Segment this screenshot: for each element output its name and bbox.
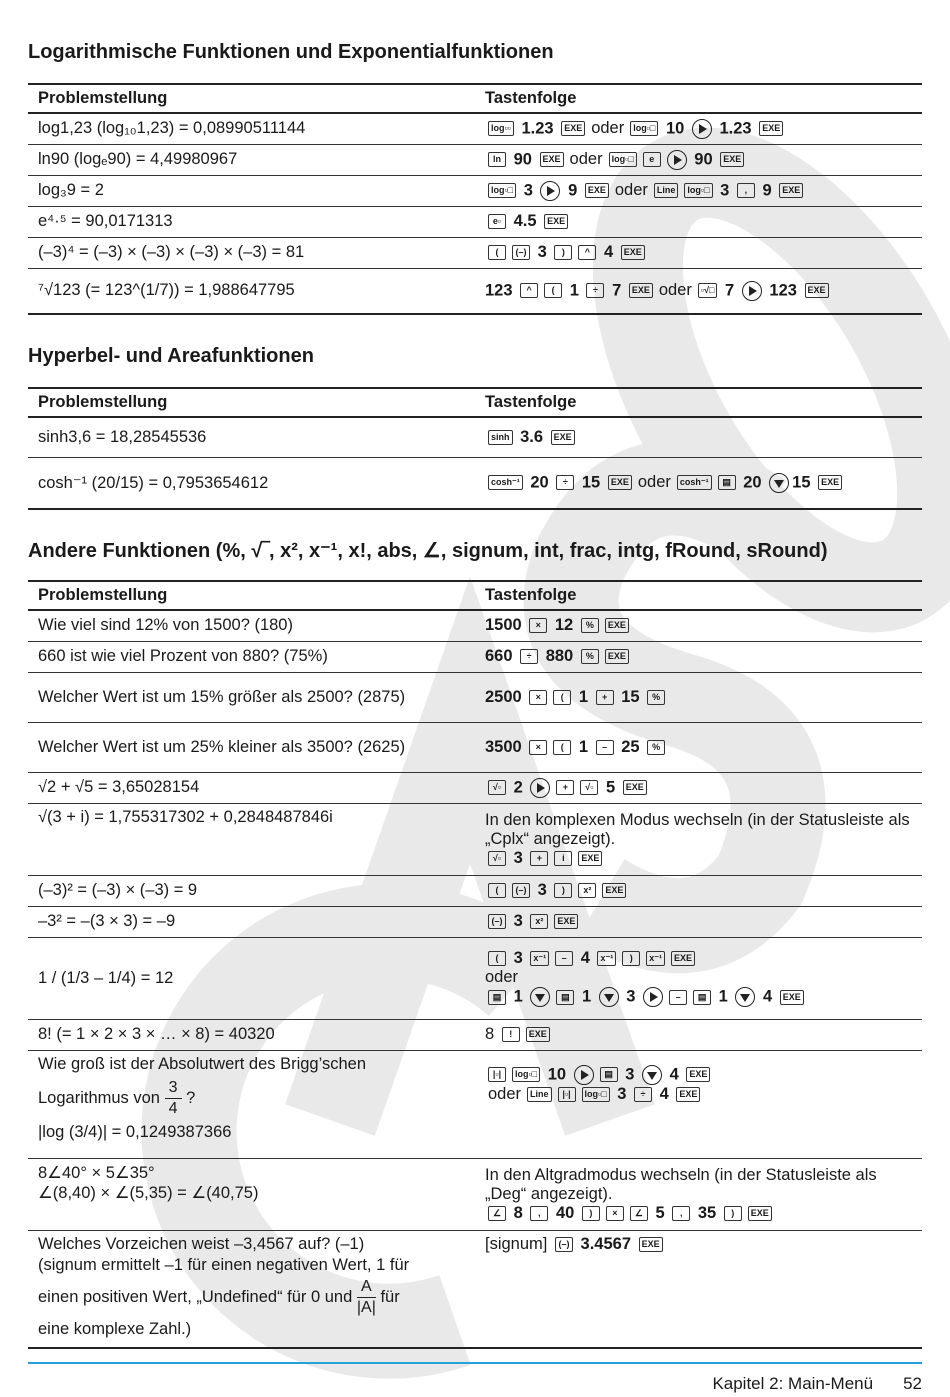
problem-cell: (–3)⁴ = (–3) × (–3) × (–3) × (–3) = 81 [28, 237, 475, 268]
table-row [28, 417, 922, 457]
problem-cell: 1 / (1/3 – 1/4) = 12 [28, 937, 475, 1019]
table-header-row [28, 388, 922, 417]
table-row [28, 937, 922, 1019]
problem-cell: Welcher Wert ist um 15% größer als 2500? (2875) [28, 672, 475, 722]
keys-cell: log▫□ 3 9 EXE oder Line log▫□ 3 , 9 EXE [475, 175, 922, 206]
table-other [28, 580, 922, 1349]
problem-cell: log1,23 (log₁₀1,23) = 0,08990511144 [28, 113, 475, 144]
keys-cell: e▫ 4.5 EXE [475, 206, 922, 237]
table-row [28, 237, 922, 268]
keys-cell: ( 3 x⁻¹ – 4 x⁻¹ ) x⁻¹ EXE oder ▤ 1 ▤ 1 3 – ▤ 1 4 EXE [475, 937, 922, 1019]
keys-note: In den komplexen Modus wechseln (in der Statusleiste als „Cplx“ angezeigt). [485, 810, 910, 848]
table-header-row [28, 84, 922, 113]
table-row [28, 144, 922, 175]
table-row [28, 268, 922, 314]
keys-cell: In den Altgradmodus wechseln (in der Statusleiste als „Deg“ angezeigt). ∠ 8 , 40 ) × ∠ 5 , 35 ) EXE [475, 1158, 922, 1230]
table-row [28, 875, 922, 906]
table-row [28, 457, 922, 509]
table-row [28, 906, 922, 937]
problem-cell: 660 ist wie viel Prozent von 880? (75%) [28, 641, 475, 672]
problem-cell: –3² = –(3 × 3) = –9 [28, 906, 475, 937]
keys-cell: 2500 × ( 1 + 15 % [475, 672, 922, 722]
table-row [28, 1158, 922, 1230]
keys-cell: ( (–) 3 ) x² EXE [475, 875, 922, 906]
problem-cell: √(3 + i) = 1,755317302 + 0,2848487846i [28, 803, 475, 875]
keys-note: In den Altgradmodus wechseln (in der Statusleiste als „Deg“ angezeigt). [485, 1165, 877, 1203]
table-row [28, 1230, 922, 1348]
column-header-keys: Tastenfolge [475, 388, 922, 417]
problem-cell: Welcher Wert ist um 25% kleiner als 3500? (2625) [28, 722, 475, 772]
keys-cell: (–) 3 x² EXE [475, 906, 922, 937]
table-row [28, 175, 922, 206]
keys-oder: oder [485, 968, 519, 986]
problem-cell: 8! (= 1 × 2 × 3 × … × 8) = 40320 [28, 1019, 475, 1050]
keys-cell: 1500 × 12 % EXE [475, 610, 922, 641]
column-header-keys: Tastenfolge [475, 581, 922, 610]
page-number: 52 [903, 1374, 922, 1393]
problem-cell: Wie viel sind 12% von 1500? (180) [28, 610, 475, 641]
table-header-row [28, 581, 922, 610]
keys-cell: sinh 3.6 EXE [475, 417, 922, 457]
keys-cell: 8 ! EXE [475, 1019, 922, 1050]
problem-cell: Wie groß ist der Absolutwert des Brigg’schen Logarithmus von $\frac{3}{4}$ ? |log (3/4)| = 0,1249387366 [28, 1050, 475, 1158]
problem-cell: 8∠40° × 5∠35° ∠(8,40) × ∠(5,35) = ∠(40,75) [28, 1158, 475, 1230]
keys-cell: In den komplexen Modus wechseln (in der Statusleiste als „Cplx“ angezeigt). √▫ 3 + i EXE [475, 803, 922, 875]
column-header-keys: Tastenfolge [475, 84, 922, 113]
section-title-hyp: Hyperbel- und Areafunktionen [28, 345, 314, 367]
keys-cell: 660 ÷ 880 % EXE [475, 641, 922, 672]
table-row [28, 672, 922, 722]
keys-cell: ln 90 EXE oder log▫□ e 90 EXE [475, 144, 922, 175]
keys-cell: cosh⁻¹ 20 ÷ 15 EXE oder cosh⁻¹ ▤ 20 15 EXE [475, 457, 922, 509]
problem-cell: ln90 (logₑ90) = 4,49980967 [28, 144, 475, 175]
table-row [28, 803, 922, 875]
table-row [28, 1019, 922, 1050]
problem-cell: ⁷√123 (= 123^(1/7)) = 1,988647795 [28, 268, 475, 314]
problem-cell: e⁴·⁵ = 90,0171313 [28, 206, 475, 237]
footer-rule [28, 1362, 922, 1364]
keys-cell: log▫▫ 1.23 EXE oder log▫□ 10 1.23 EXE [475, 113, 922, 144]
table-hyp [28, 387, 922, 510]
column-header-problem: Problemstellung [28, 581, 475, 610]
table-row [28, 206, 922, 237]
table-row [28, 772, 922, 803]
problem-cell: log₃9 = 2 [28, 175, 475, 206]
problem-cell: cosh⁻¹ (20/15) = 0,7953654612 [28, 457, 475, 509]
table-row [28, 722, 922, 772]
column-header-problem: Problemstellung [28, 84, 475, 113]
footer [712, 1374, 922, 1394]
table-log [28, 83, 922, 315]
keys-cell: √▫ 2 + √▫ 5 EXE [475, 772, 922, 803]
table-row [28, 1050, 922, 1158]
keys-cell: |▫| log▫□ 10 ▤ 3 4 EXE oder Line |▫| log▫□ 3 ÷ 4 EXE [475, 1050, 922, 1158]
problem-cell: (–3)² = (–3) × (–3) = 9 [28, 875, 475, 906]
column-header-problem: Problemstellung [28, 388, 475, 417]
problem-cell: √2 + √5 = 3,65028154 [28, 772, 475, 803]
keys-cell: 123 ^ ( 1 ÷ 7 EXE oder ▫√□ 7 123 EXE [475, 268, 922, 314]
table-row [28, 641, 922, 672]
keys-cell: ( (–) 3 ) ^ 4 EXE [475, 237, 922, 268]
chapter-label: Kapitel 2: Main-Menü [712, 1374, 874, 1393]
problem-cell: Welches Vorzeichen weist –3,4567 auf? (–1) (signum ermittelt –1 für einen negativen Wert, 1 für einen positiven Wert, „Undefined“ für 0 und $\frac{A}{|A|}$ für eine komplexe Zahl.) [28, 1230, 475, 1348]
section-title-log: Logarithmische Funktionen und Exponentialfunktionen [28, 41, 554, 63]
keys-cell: 3500 × ( 1 – 25 % [475, 722, 922, 772]
keys-cell: [signum] (–) 3.4567 EXE [475, 1230, 922, 1348]
problem-cell: sinh3,6 = 18,28545536 [28, 417, 475, 457]
table-row [28, 610, 922, 641]
section-title-other: Andere Funktionen (%, √‾, x², x⁻¹, x!, abs, ∠, signum, int, frac, intg, fRound, sRound) [28, 540, 828, 562]
table-row [28, 113, 922, 144]
